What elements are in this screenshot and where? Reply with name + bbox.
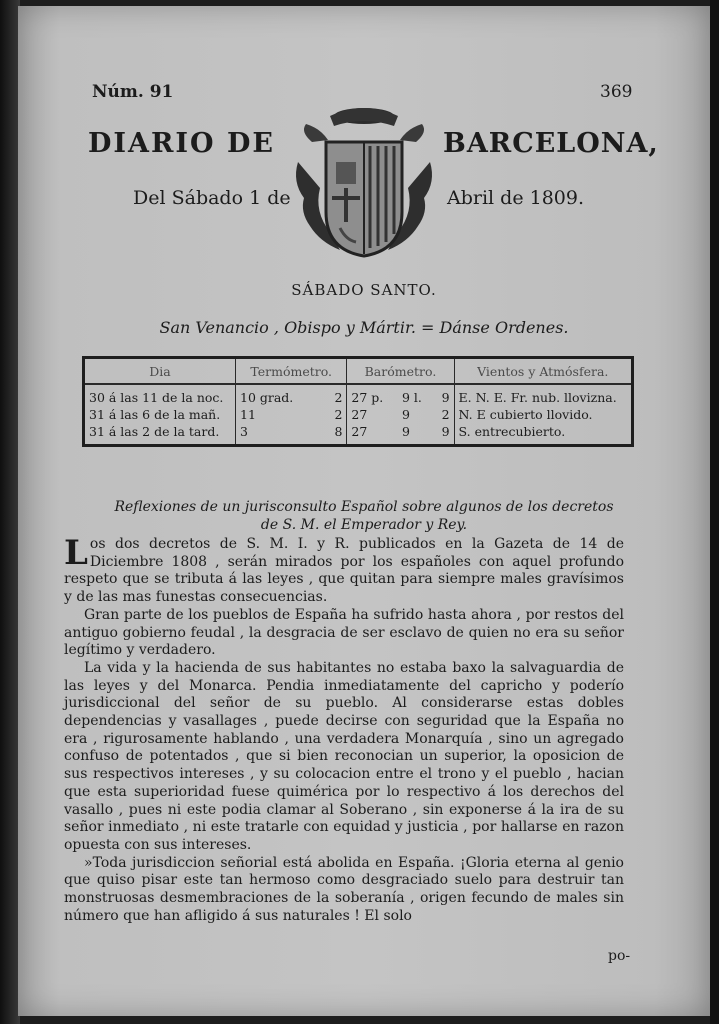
row-wind: S. entrecubierto. [454,423,632,446]
row-wind: E. N. E. Fr. nub. llovizna. [454,384,632,406]
masthead-title-left: DIARIO DE [88,128,275,159]
issue-number: Núm. 91 [92,82,174,102]
row-baro-in: 27 [347,406,398,423]
page-edge [710,0,719,1024]
paragraph-4: »Toda jurisdiccion señorial está abolida en España. ¡Gloria eterna al genio que quiso pisar este tan hermoso como desgraciado suelo para destruir tan monstruosas desmembraciones de la soberanía , origen fecundo de males sin número que han afligido á sus naturales ! El solo [64,854,624,924]
row-baro-in: 27 [347,423,398,446]
catchword: po- [608,948,631,964]
issue-date-right: Abril de 1809. [447,187,584,209]
paragraph-2: Gran parte de los pueblos de España ha sufrido hasta ahora , por restos del antiguo gobierno feudal , la desgracia de ser esclavo de quien no era su señor legítimo y verdadero. [64,606,624,659]
newspaper-page [18,6,710,1016]
masthead-title-right: BARCELONA, [443,128,659,159]
row-baro-in: 27 p. [347,384,398,406]
row-baro-frac: 9 [433,384,454,406]
row-baro-frac: 2 [433,406,454,423]
weather-table [82,356,634,447]
row-day: 30 á las 11 de la noc. [84,384,236,406]
col-barometer: Barómetro. [347,358,454,385]
row-baro-frac: 9 [433,423,454,446]
col-day: Dia [84,358,236,385]
liturgical-day: SÁBADO SANTO. [291,281,437,299]
row-temp-frac: 2 [323,384,346,406]
col-winds: Vientos y Atmósfera. [454,358,632,385]
row-day: 31 á las 6 de la mañ. [84,406,236,423]
article-body [64,533,624,925]
paragraph-1-text: os dos decretos de S. M. I. y R. publicados en la Gazeta de 14 de Diciembre 1808 , serán mirados por los españoles con aquel profundo respeto que se tributa á las leyes , que quitan para siempre males gravísimos y de las mas funestas consecuencias. [64,536,624,606]
row-temp-frac: 8 [323,423,346,446]
table-row [84,406,633,423]
col-thermometer: Termómetro. [236,358,347,385]
row-day: 31 á las 2 de la tard. [84,423,236,446]
row-baro-lines: 9 [401,407,410,422]
coat-of-arms-icon [290,102,438,262]
issue-date-left: Del Sábado 1 de [133,187,291,209]
row-temp-deg: 11 [236,406,324,423]
article-title [18,498,710,534]
page-number: 369 [600,82,633,102]
row-baro-lines: 9 [401,424,410,439]
weather-header-row [84,358,633,385]
article-title-line1: Reflexiones de un jurisconsulto Español sobre algunos de los decretos [114,499,614,515]
row-temp-frac: 2 [323,406,346,423]
row-temp-deg: 3 [236,423,324,446]
article-title-line2: de S. M. el Emperador y Rey. [260,517,468,533]
row-temp-deg: 10 grad. [236,384,324,406]
paragraph-1 [64,533,624,607]
drop-cap: L [64,533,88,573]
row-baro-lines: 9 l. [401,390,422,405]
row-wind: N. E cubierto llovido. [454,406,632,423]
table-row [84,423,633,446]
paragraph-3: La vida y la hacienda de sus habitantes no estaba baxo la salvaguardia de las leyes y del Monarca. Pendia inmediatamente del capricho y poderío jurisdiccional del señor de su pueblo. Al considerarse estas dobles dependencias y vasallages , puede decirse con seguridad que la España no era , rigurosamente hablando , una verdadera Monarquía , sino un agregado confuso de potentados , que si bien reconocian un superior, la oposicion de sus respectivos intereses , y su colocacion entre el trono y el pueblo , hacian que esta superioridad fuese quimérica por lo respectivo á los derechos del vasallo , pues ni este podia clamar al Soberano , sin exponerse á la ira de su señor inmediato , ni este tratarle con equidad y justicia , por hallarse en razon opuesta con sus intereses. [64,659,624,853]
book-spine [0,0,20,1024]
table-row [84,384,633,406]
saints-of-day: San Venancio , Obispo y Mártir. = Dánse Ordenes. [159,318,569,337]
